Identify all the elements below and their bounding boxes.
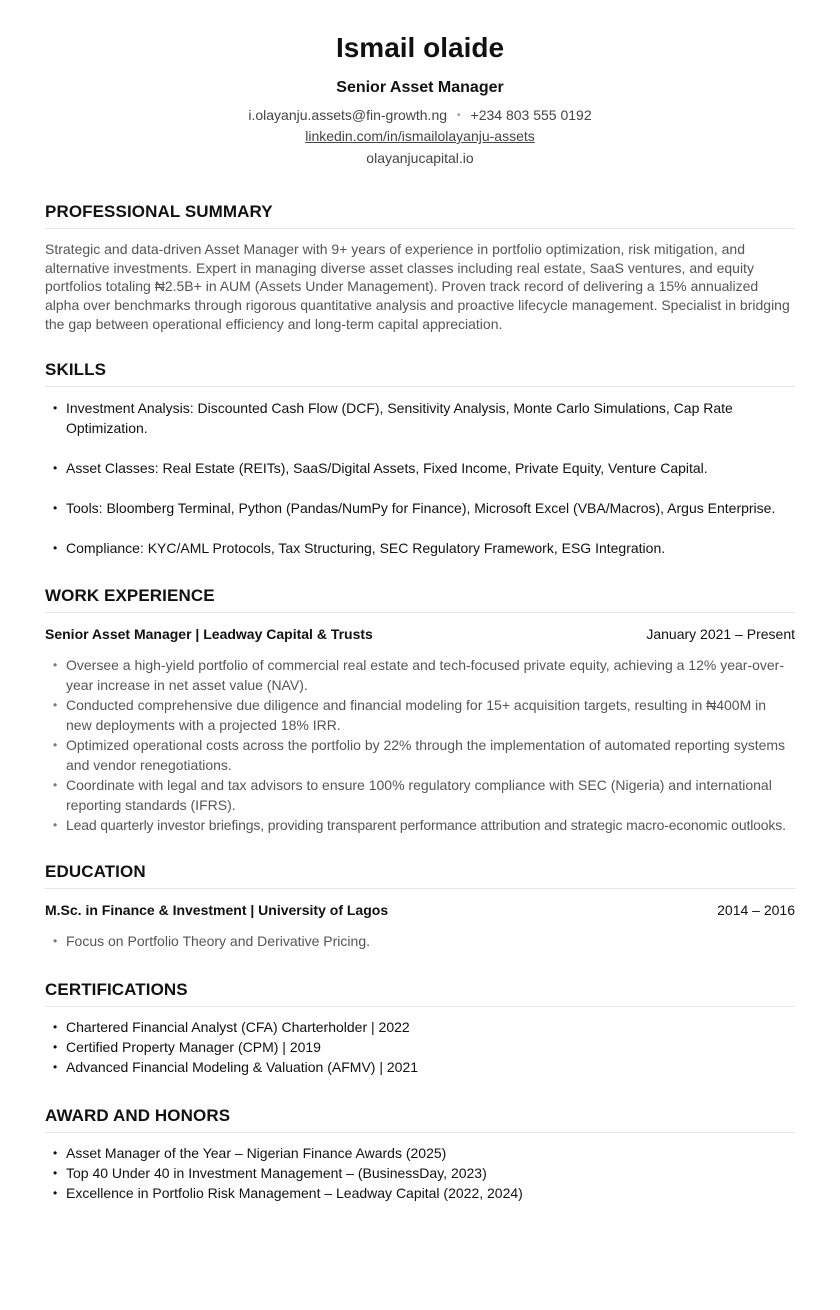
skill-item: • Tools: Bloomberg Terminal, Python (Pandas/NumPy for Finance), Microsoft Excel (VBA/Macros), Argus Enterprise. [45, 498, 795, 518]
experience-item: • Coordinate with legal and tax advisors to ensure 100% regulatory compliance with SEC (Nigeria) and international reporting standards (IFRS). [45, 775, 795, 815]
job-title: Senior Asset Manager | Leadway Capital & Trusts [45, 626, 373, 642]
education-heading: EDUCATION [45, 862, 146, 881]
contact-separator: • [457, 110, 461, 121]
job-header [45, 625, 795, 643]
contact-line-linkedin [45, 127, 795, 145]
candidate-name: Ismail olaide [335, 32, 505, 63]
experience-item: • Oversee a high-yield portfolio of commercial real estate and tech-focused private equity, achieving a 12% year-over-year increase in net asset value (NAV). [45, 655, 795, 695]
skill-item: • Compliance: KYC/AML Protocols, Tax Structuring, SEC Regulatory Framework, ESG Integration. [45, 538, 795, 558]
education-item: • Focus on Portfolio Theory and Derivative Pricing. [45, 931, 795, 951]
award-item: • Top 40 Under 40 in Investment Management – (BusinessDay, 2023) [45, 1163, 795, 1183]
certification-item: • Chartered Financial Analyst (CFA) Charterholder | 2022 [45, 1017, 795, 1037]
award-item: • Asset Manager of the Year – Nigerian Finance Awards (2025) [45, 1143, 795, 1163]
candidate-role: Senior Asset Manager [336, 79, 504, 96]
awards-divider [45, 1132, 795, 1133]
website-link[interactable]: olayanjucapital.io [366, 150, 474, 166]
skills-divider [45, 386, 795, 387]
awards-heading: AWARD AND HONORS [45, 1106, 231, 1125]
certification-item: • Advanced Financial Modeling & Valuation (AFMV) | 2021 [45, 1057, 795, 1077]
linkedin-link[interactable]: linkedin.com/in/ismailolayanju-assets [305, 128, 535, 144]
experience-item: • Optimized operational costs across the portfolio by 22% through the implementation of automated reporting systems and vendor renegotiations. [45, 735, 795, 775]
awards-list [45, 1143, 795, 1203]
summary-divider [45, 228, 795, 229]
experience-list [45, 655, 795, 835]
experience-divider [45, 612, 795, 613]
contact-line-website [45, 149, 795, 167]
certifications-divider [45, 1006, 795, 1007]
experience-item: • Lead quarterly investor briefings, providing transparent performance attribution and strategic macro-economic outlooks. [45, 815, 795, 835]
award-item: • Excellence in Portfolio Risk Management – Leadway Capital (2022, 2024) [45, 1183, 795, 1203]
degree-title: M.Sc. in Finance & Investment | University of Lagos [45, 902, 389, 918]
experience-item: • Conducted comprehensive due diligence and financial modeling for 15+ acquisition targets, resulting in ₦400M in new deployments with a projected 18% IRR. [45, 695, 795, 735]
education-list [45, 931, 795, 951]
certifications-heading: CERTIFICATIONS [45, 980, 188, 999]
job-dates: January 2021 – Present [646, 626, 795, 642]
degree-header [45, 901, 795, 919]
phone-number[interactable]: +234 803 555 0192 [470, 107, 592, 123]
summary-heading: PROFESSIONAL SUMMARY [45, 202, 273, 221]
email-link[interactable]: i.olayanju.assets@fin-growth.ng [248, 107, 448, 123]
skill-item: • Investment Analysis: Discounted Cash Flow (DCF), Sensitivity Analysis, Monte Carlo Simulations, Cap Rate Optimization. [45, 398, 795, 438]
contact-line-primary [45, 106, 795, 127]
certifications-list [45, 1017, 795, 1077]
skills-list [45, 398, 795, 578]
skill-item: • Asset Classes: Real Estate (REITs), SaaS/Digital Assets, Fixed Income, Private Equity, Venture Capital. [45, 458, 795, 478]
certification-item: • Certified Property Manager (CPM) | 2019 [45, 1037, 795, 1057]
experience-heading: WORK EXPERIENCE [45, 586, 215, 605]
degree-dates: 2014 – 2016 [717, 902, 795, 918]
summary-text: Strategic and data-driven Asset Manager with 9+ years of experience in portfolio optimization, risk mitigation, and alternative investments. Expert in managing diverse asset classes including real estate, SaaS ventures, and equity portfolios totaling ₦2.5B+ in AUM (Assets Under Management). Proven track record of delivering a 15% annualized alpha over benchmarks through rigorous quantitative analysis and proactive lifecycle management. Specialist in bridging the gap between operational efficiency and long-term capital appreciation. [45, 241, 790, 332]
education-divider [45, 888, 795, 889]
skills-heading: SKILLS [45, 360, 107, 379]
